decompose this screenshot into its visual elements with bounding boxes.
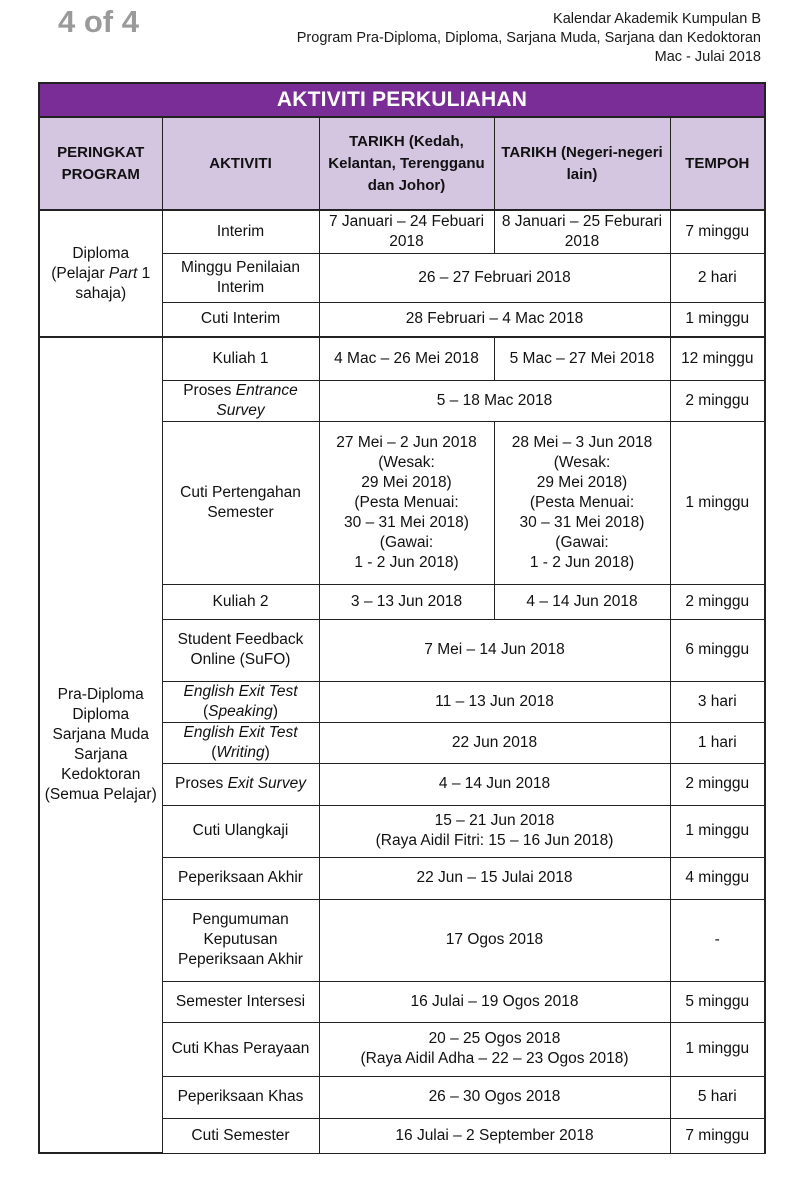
tarikh-a-cell — [319, 421, 494, 584]
tarikh-a-cell: 7 Januari – 24 Febuari 2018 — [319, 210, 494, 253]
aktiviti-cell: Cuti Interim — [162, 302, 319, 337]
aktiviti-cell: Kuliah 2 — [162, 584, 319, 619]
tarikh-line: 27 Mei – 2 Jun 2018 — [336, 433, 477, 451]
tempoh-cell: 1 minggu — [670, 421, 765, 584]
tempoh-cell: 6 minggu — [670, 619, 765, 681]
aktiviti-cell: Cuti Ulangkaji — [162, 805, 319, 857]
tarikh-cell: 16 Julai – 19 Ogos 2018 — [319, 981, 670, 1022]
aktiviti-cell: Student Feedback Online (SuFO) — [162, 619, 319, 681]
tempoh-cell: 4 minggu — [670, 857, 765, 899]
tarikh-cell: 4 – 14 Jun 2018 — [319, 763, 670, 805]
aktiviti-cell: Peperiksaan Khas — [162, 1076, 319, 1118]
aktiviti-cell: Proses Entrance Survey — [162, 380, 319, 421]
header-line-3: Mac - Julai 2018 — [654, 49, 761, 65]
tarikh-line: 28 Mei – 3 Jun 2018 — [511, 433, 653, 451]
tempoh-cell: 5 minggu — [670, 981, 765, 1022]
tarikh-line: (Wesak: — [553, 453, 611, 471]
tarikh-cell: 22 Jun – 15 Julai 2018 — [319, 857, 670, 899]
aktiviti-cell: Cuti Khas Perayaan — [162, 1022, 319, 1076]
tarikh-line: 29 Mei 2018) — [361, 473, 452, 491]
tarikh-line: 1 - 2 Jun 2018) — [354, 553, 459, 571]
aktiviti-cell: Semester Intersesi — [162, 981, 319, 1022]
tempoh-cell: 1 minggu — [670, 302, 765, 337]
tempoh-cell: 3 hari — [670, 681, 765, 722]
tarikh-cell: 28 Februari – 4 Mac 2018 — [319, 302, 670, 337]
tempoh-cell: 7 minggu — [670, 210, 765, 253]
tarikh-cell: 11 – 13 Jun 2018 — [319, 681, 670, 722]
tarikh-b-cell: 8 Januari – 25 Feburari 2018 — [494, 210, 670, 253]
tempoh-cell: 1 hari — [670, 722, 765, 763]
aktiviti-cell: Interim — [162, 210, 319, 253]
tarikh-line: 30 – 31 Mei 2018) — [519, 513, 645, 531]
tempoh-cell: 7 minggu — [670, 1118, 765, 1153]
tempoh-cell: 2 minggu — [670, 763, 765, 805]
tarikh-a-cell: 3 – 13 Jun 2018 — [319, 584, 494, 619]
academic-calendar-table — [38, 82, 766, 1154]
tarikh-b-cell: 5 Mac – 27 Mei 2018 — [494, 337, 670, 380]
tarikh-cell: 22 Jun 2018 — [319, 722, 670, 763]
tarikh-line: 30 – 31 Mei 2018) — [344, 513, 469, 531]
document-header — [297, 10, 761, 67]
tarikh-cell: 17 Ogos 2018 — [319, 899, 670, 981]
tempoh-cell: - — [670, 899, 765, 981]
column-header-tarikh-b: TARIKH (Negeri-negeri lain) — [494, 117, 670, 210]
aktiviti-cell: Cuti Pertengahan Semester — [162, 421, 319, 584]
tarikh-cell: 20 – 25 Ogos 2018 (Raya Aidil Adha – 22 – 23 Ogos 2018) — [319, 1022, 670, 1076]
tarikh-b-cell: 4 – 14 Jun 2018 — [494, 584, 670, 619]
tempoh-cell: 5 hari — [670, 1076, 765, 1118]
tarikh-line: (Gawai: — [379, 533, 434, 551]
aktiviti-cell: Peperiksaan Akhir — [162, 857, 319, 899]
tarikh-cell: 7 Mei – 14 Jun 2018 — [319, 619, 670, 681]
column-header-aktiviti: AKTIVITI — [162, 117, 319, 210]
tempoh-cell: 2 hari — [670, 253, 765, 302]
aktiviti-cell: Minggu Penilaian Interim — [162, 253, 319, 302]
tarikh-line: (Wesak: — [378, 453, 435, 471]
tarikh-line: 29 Mei 2018) — [536, 473, 628, 491]
tempoh-cell: 1 minggu — [670, 805, 765, 857]
tarikh-cell: 15 – 21 Jun 2018 (Raya Aidil Fitri: 15 – 16 Jun 2018) — [319, 805, 670, 857]
column-header-tarikh-a: TARIKH (Kedah, Kelantan, Terengganu dan Johor) — [319, 117, 494, 210]
page-counter: 4 of 4 — [58, 4, 139, 39]
tarikh-a-cell: 4 Mac – 26 Mei 2018 — [319, 337, 494, 380]
tarikh-cell: 26 – 27 Februari 2018 — [319, 253, 670, 302]
aktiviti-cell: Pengumuman Keputusan Peperiksaan Akhir — [162, 899, 319, 981]
column-header-tempoh: TEMPOH — [670, 117, 765, 210]
tempoh-cell: 12 minggu — [670, 337, 765, 380]
column-header-peringkat: PERINGKAT PROGRAM — [39, 117, 162, 210]
program-cell-diploma: Diploma (Pelajar Part 1 sahaja) — [39, 210, 162, 337]
tempoh-cell: 2 minggu — [670, 380, 765, 421]
tarikh-cell: 16 Julai – 2 September 2018 — [319, 1118, 670, 1153]
program-cell-all: Pra-Diploma Diploma Sarjana Muda Sarjana Kedoktoran (Semua Pelajar) — [39, 337, 162, 1153]
table-row — [39, 210, 765, 253]
aktiviti-cell: Proses Exit Survey — [162, 763, 319, 805]
tarikh-cell: 5 – 18 Mac 2018 — [319, 380, 670, 421]
table-row — [39, 337, 765, 380]
header-line-1: Kalendar Akademik Kumpulan B — [553, 11, 761, 27]
tempoh-cell: 1 minggu — [670, 1022, 765, 1076]
tarikh-b-cell — [494, 421, 670, 584]
table-header-row — [39, 117, 765, 210]
tarikh-line: 1 - 2 Jun 2018) — [529, 553, 635, 571]
tarikh-line: (Gawai: — [555, 533, 609, 551]
tarikh-cell: 26 – 30 Ogos 2018 — [319, 1076, 670, 1118]
table-banner-row — [39, 83, 765, 117]
table-banner: AKTIVITI PERKULIAHAN — [39, 83, 765, 117]
tarikh-line: (Pesta Menuai: — [529, 493, 635, 511]
aktiviti-cell: English Exit Test (Speaking) — [162, 681, 319, 722]
tarikh-line: (Pesta Menuai: — [354, 493, 459, 511]
aktiviti-cell: English Exit Test (Writing) — [162, 722, 319, 763]
aktiviti-cell: Cuti Semester — [162, 1118, 319, 1153]
tempoh-cell: 2 minggu — [670, 584, 765, 619]
header-line-2: Program Pra-Diploma, Diploma, Sarjana Muda, Sarjana dan Kedoktoran — [296, 30, 761, 46]
aktiviti-cell: Kuliah 1 — [162, 337, 319, 380]
